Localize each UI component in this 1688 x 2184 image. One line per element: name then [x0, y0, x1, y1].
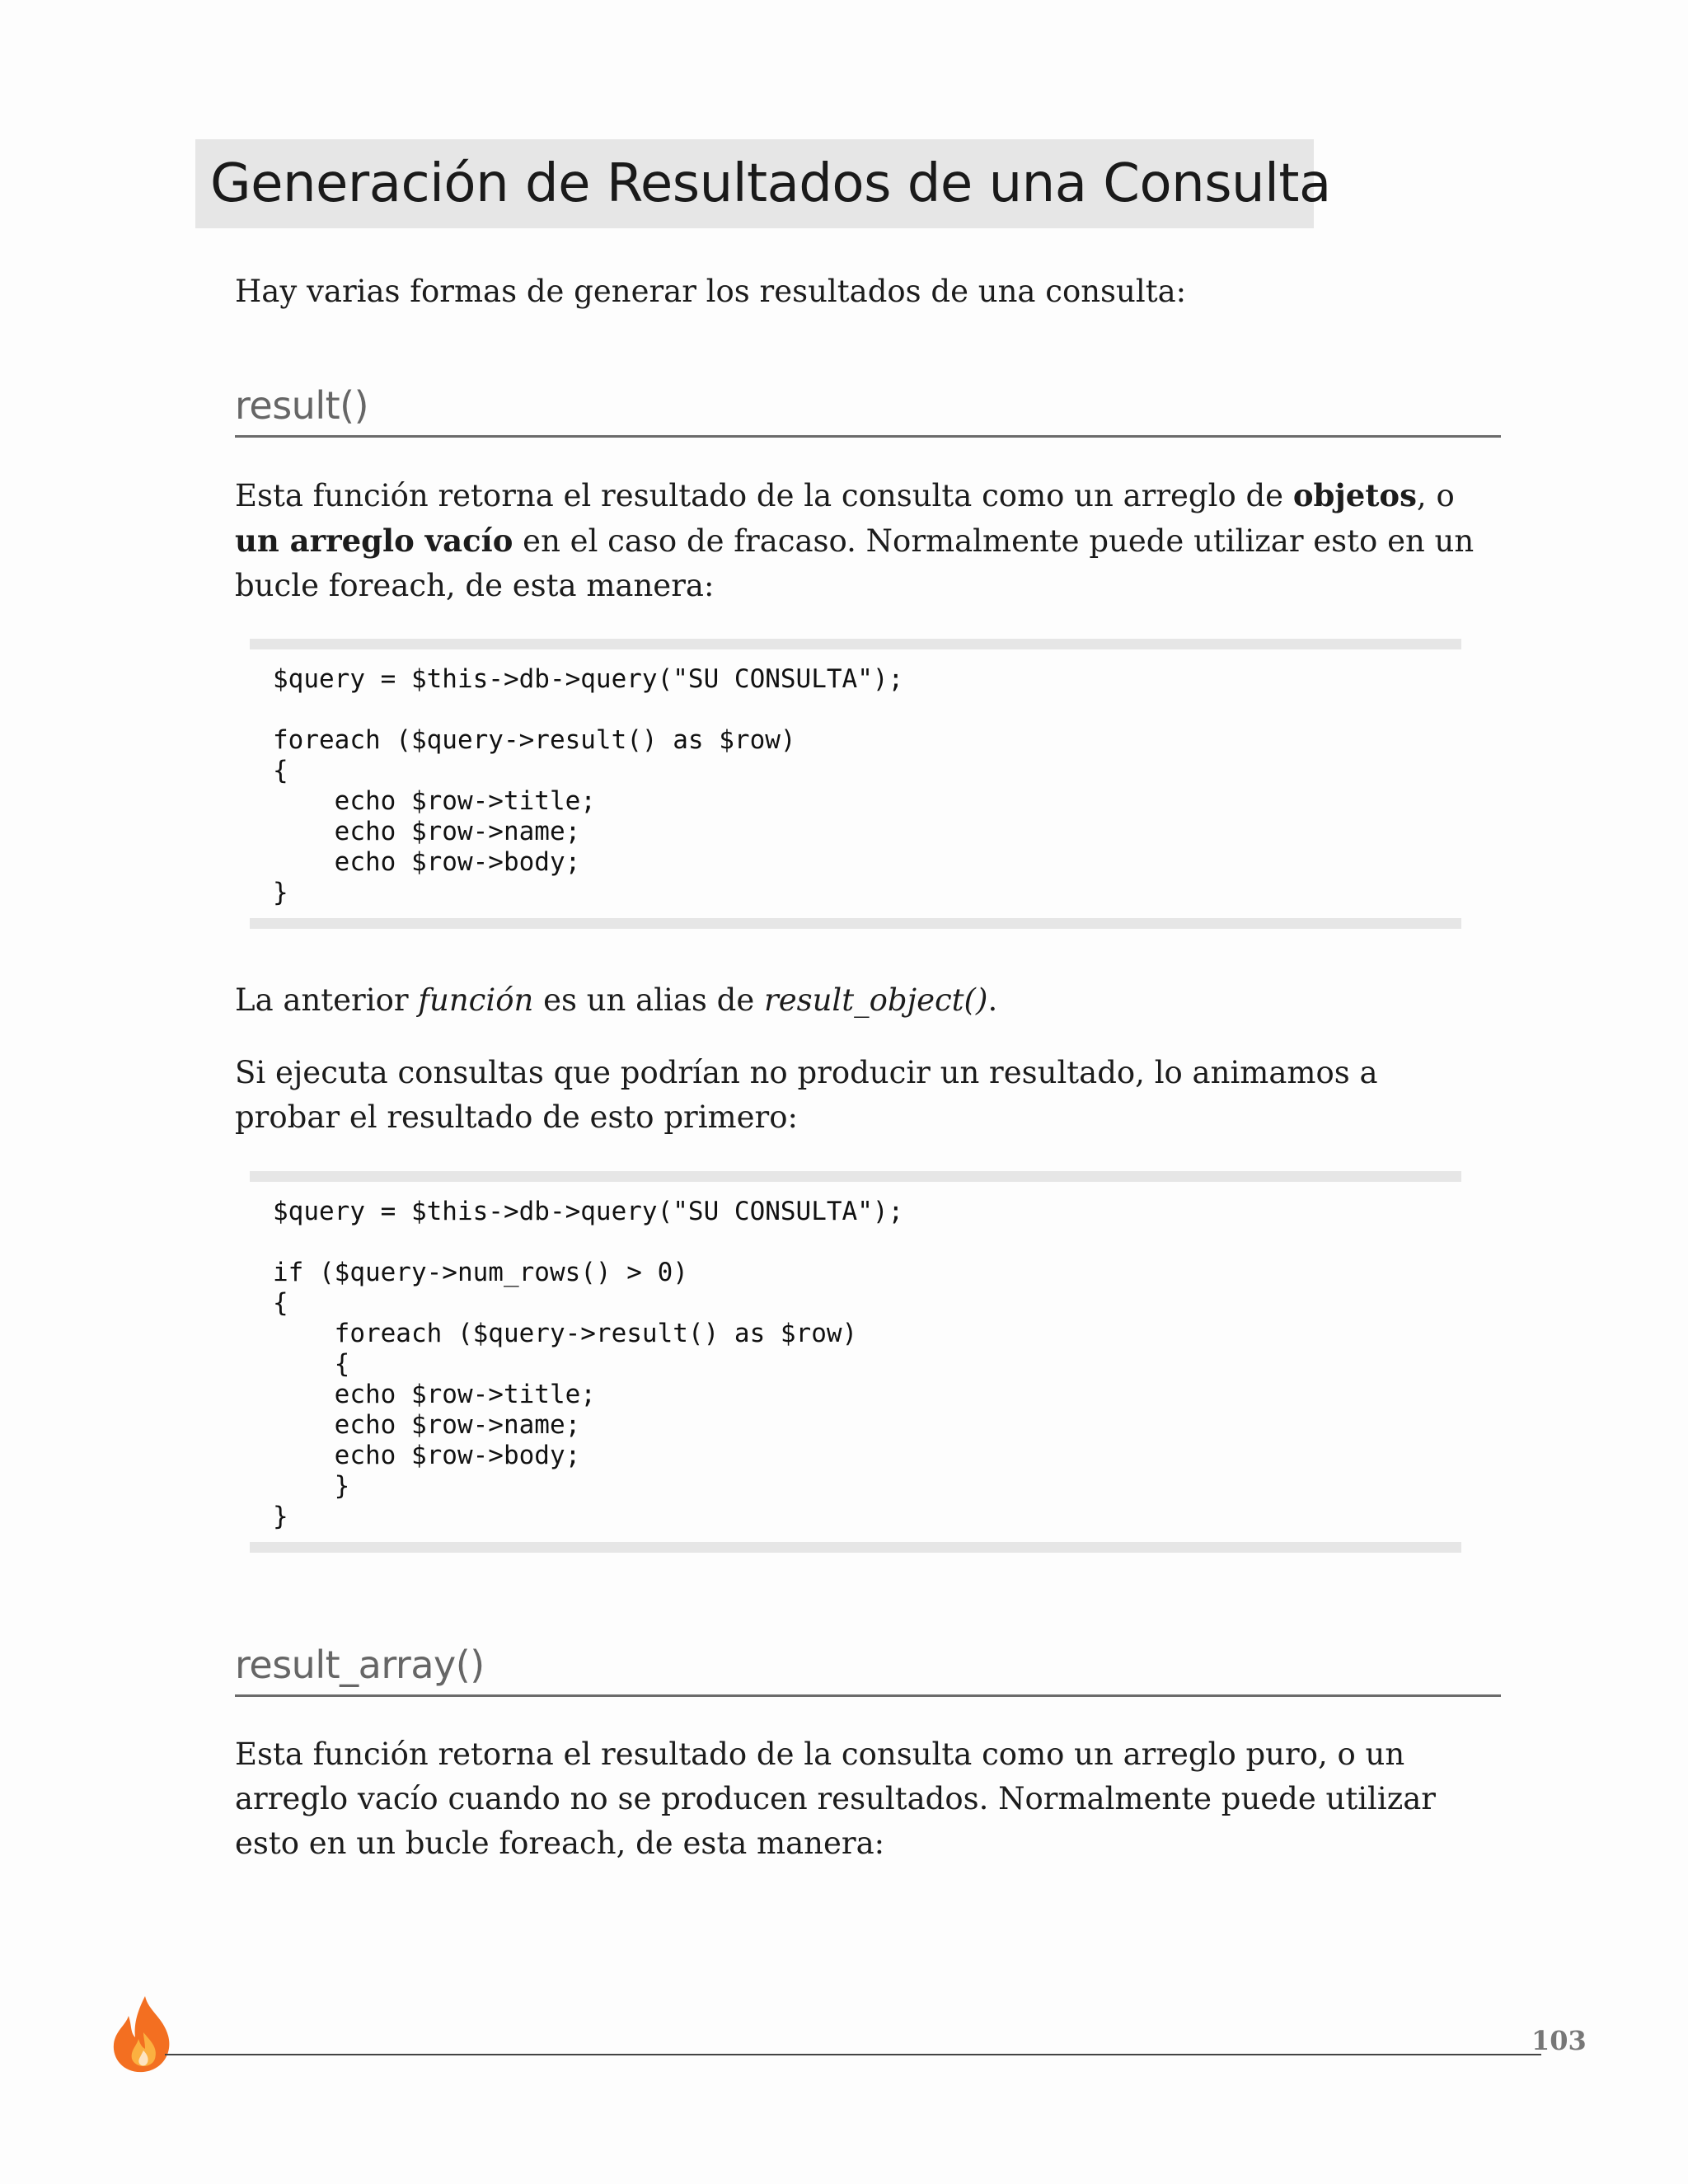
code-line: { [273, 756, 288, 785]
desc-text-2: , o [1416, 478, 1455, 513]
alias-italic-result-object: result_object() [764, 982, 988, 1018]
code-line: } [273, 878, 288, 907]
desc-text-1: Esta función retorna el resultado de la consulta como un arreglo de [235, 478, 1293, 513]
page-title-box [195, 139, 1331, 228]
code-line: { [273, 1349, 350, 1379]
result-description [235, 473, 1488, 608]
page-title: Generación de Resultados de una Consulta [210, 153, 1331, 214]
code-line: if ($query->num_rows() > 0) [273, 1258, 688, 1287]
result-array-description: Esta función retorna el resultado de la consulta como un arreglo puro, o un arreglo vacío cuando no se producen resultados. Normalmente puede utilizar esto en un bucle foreach, de esta manera: [235, 1736, 1436, 1861]
code-line: } [273, 1471, 350, 1501]
code-line: echo $row->body; [273, 1441, 581, 1470]
code-line [273, 1227, 1461, 1258]
footer-rule [165, 2054, 1541, 2055]
intro-text: Hay varias formas de generar los resultados de una consulta: [235, 274, 1187, 309]
section-heading-result-array [235, 1640, 1501, 1697]
code-line: foreach ($query->result() as $row) [273, 725, 796, 755]
code-block-foreach [250, 639, 1461, 929]
section-heading-result-label: result() [235, 383, 369, 428]
alias-text-2: es un alias de [533, 982, 765, 1018]
code-block-num-rows [250, 1171, 1461, 1553]
code-line: echo $row->name; [273, 1410, 581, 1440]
desc-text-3: en el caso de fracaso. Normalmente puede utilizar esto en un bucle foreach, de esta manera: [235, 523, 1475, 603]
code-line: $query = $this->db->query("SU CONSULTA"); [273, 664, 904, 694]
desc-bold-objetos: objetos [1292, 477, 1417, 513]
code-line: echo $row->title; [273, 786, 596, 816]
alias-text-3: . [987, 982, 998, 1018]
code-line: echo $row->title; [273, 1380, 596, 1409]
section-heading-result [235, 381, 1501, 438]
alias-italic-funcion: función [418, 982, 534, 1018]
code-line: echo $row->body; [273, 847, 581, 877]
code-line: } [273, 1502, 288, 1531]
code-line [273, 695, 1461, 725]
code-line: $query = $this->db->query("SU CONSULTA"); [273, 1197, 904, 1226]
codeigniter-flame-icon [106, 1993, 181, 2075]
page-number: 103 [1531, 2025, 1587, 2056]
section-heading-result-array-label: result_array() [235, 1643, 485, 1687]
alias-note [235, 978, 1488, 1023]
desc-bold-arreglo-vacio: un arreglo vacío [235, 523, 513, 559]
code-line: foreach ($query->result() as $row) [273, 1319, 858, 1348]
code-line: echo $row->name; [273, 817, 581, 846]
code-line: { [273, 1288, 288, 1318]
alias-text-1: La anterior [235, 982, 419, 1018]
num-rows-note: Si ejecuta consultas que podrían no producir un resultado, lo animamos a probar el resultado de esto primero: [235, 1055, 1378, 1135]
